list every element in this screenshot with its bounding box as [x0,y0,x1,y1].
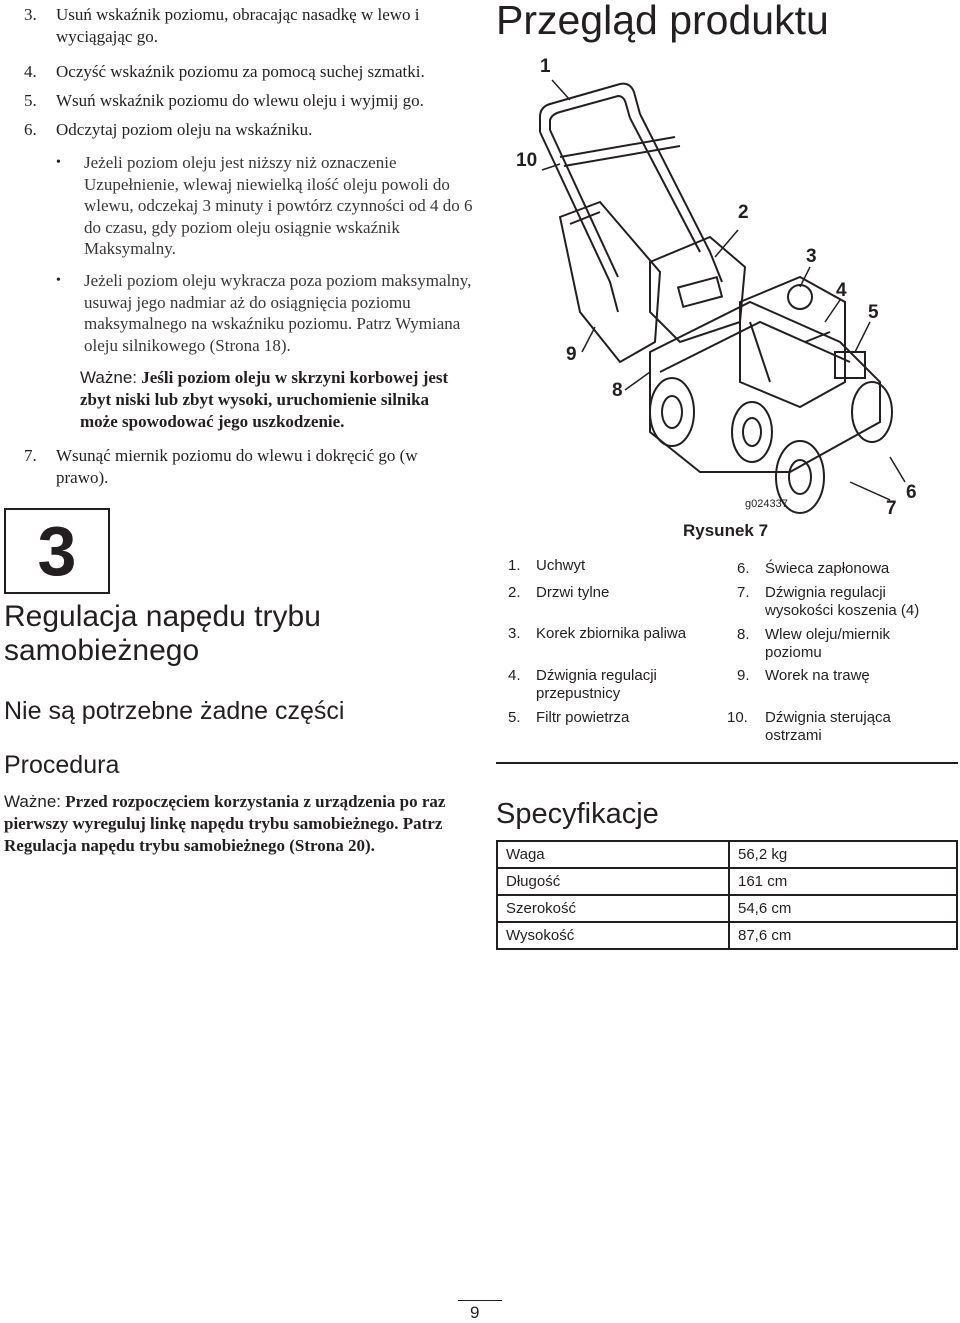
figure-caption: Rysunek 7 [683,521,769,540]
important-label: Ważne: [4,792,62,811]
legend-number: 4. [508,667,521,684]
legend-text: Dźwignia regulacji przepustnicy [536,667,657,702]
callout-5: 5 [868,302,879,323]
callout-2: 2 [738,202,749,223]
legend-number: 8. [737,626,750,643]
legend-number: 3. [508,625,521,642]
legend-number: 1. [508,557,521,574]
legend-text: Korek zbiornika paliwa [536,625,687,642]
page-title: Przegląd produktu [496,0,829,43]
callout-7: 7 [886,498,897,519]
table-row [497,922,957,949]
page-number: 9 [470,1303,480,1322]
step-text: Oczyść wskaźnik poziomu za pomocą suchej szmatki. [56,62,425,81]
legend-text: Uchwyt [536,557,586,574]
table-row [497,895,957,922]
spec-table [496,840,958,950]
important-note [80,367,470,433]
legend-number: 10. [727,709,748,726]
step-number: 6. [24,120,37,139]
callout-9: 9 [566,344,577,365]
spec-value: 54,6 cm [729,895,957,922]
bullet-icon: • [56,273,61,288]
legend-number: 7. [737,584,750,601]
bullet-text: Jeżeli poziom oleju jest niższy niż oznaczenie Uzupełnienie, wlewaj niewielką ilość oleju powoli do wlewu, odczekaj 3 minuty i powtórz czynności od 4 do 6 do czasu, gdy poziom oleju osiągnie wskaźnik Maksymalny. [84,153,473,258]
bullet-text: Jeżeli poziom oleju wykracza poza poziom maksymalny, usuwaj jego nadmiar aż do osiągnięcia poziomu maksymalnego na wskaźniku poziomu. Patrz Wymiana oleju silnikowego (Strona 18). [84,271,472,355]
callout-1: 1 [540,56,551,77]
section-title: Regulacja napędu trybu samobieżnego [4,600,321,667]
step-text: Odczytaj poziom oleju na wskaźniku. [56,120,313,139]
legend-text: Dźwignia sterująca ostrzami [765,709,891,744]
legend-text: Drzwi tylne [536,584,610,601]
page-number-rule [458,1300,502,1301]
spec-name: Szerokość [497,895,729,922]
spec-name: Długość [497,868,729,895]
legend-number: 5. [508,709,521,726]
spec-value: 56,2 kg [729,841,957,868]
section-number: 3 [37,512,77,590]
fuel-cap [788,285,812,309]
callout-10: 10 [516,150,538,171]
step-number: 3. [24,5,37,24]
wheel-front-left [732,402,772,462]
legend-number: 2. [508,584,521,601]
parts-heading: Nie są potrzebne żadne części [4,697,345,725]
important-text: Jeśli poziom oleju w skrzyni korbowej jest zbyt niski lub zbyt wysoki, uruchomienie silnika może spowodować jego uszkodzenie. [80,368,449,431]
wheel-rear-right [852,382,892,442]
spec-value: 87,6 cm [729,922,957,949]
table-row [497,841,957,868]
wheel-rear-left [650,378,694,446]
important-label: Ważne: [80,368,138,387]
figure-code: g024337 [745,498,788,510]
mower-diagram [500,52,940,552]
step-number: 7. [24,446,37,465]
legend-text: Dźwignia regulacji wysokości koszenia (4) [765,584,920,619]
important-text: Przed rozpoczęciem korzystania z urządzenia po raz pierwszy wyreguluj linkę napędu trybu samobieżnego. Patrz Regulacja napędu trybu samobieżnego (Strona 20). [4,792,446,855]
step-text: Wsuń wskaźnik poziomu do wlewu oleju i wyjmij go. [56,91,424,110]
step-number: 5. [24,91,37,110]
legend-text: Świeca zapłonowa [765,560,890,577]
spec-title: Specyfikacje [496,798,659,830]
legend-number: 6. [737,560,750,577]
handle-top [540,84,640,132]
callout-8: 8 [612,380,623,401]
legend-text: Wlew oleju/miernik poziomu [765,626,891,661]
divider [496,762,958,764]
spec-value: 161 cm [729,868,957,895]
table-row [497,868,957,895]
bullet-icon: • [56,155,61,170]
procedure-heading: Procedura [4,751,120,779]
step-text: Usuń wskaźnik poziomu, obracając nasadkę w lewo i wyciągając go. [56,5,420,46]
callout-3: 3 [806,246,817,267]
step-text: Wsunąć miernik poziomu do wlewu i dokręcić go (w prawo). [56,446,418,487]
section-number-box [4,508,110,594]
spec-name: Wysokość [497,922,729,949]
spec-name: Waga [497,841,729,868]
rear-door [650,237,745,342]
legend-text: Filtr powietrza [536,709,630,726]
step-number: 4. [24,62,37,81]
callout-6: 6 [906,482,917,503]
important-note-2 [4,791,459,857]
legend-number: 9. [737,667,750,684]
callout-4: 4 [836,280,847,301]
legend-text: Worek na trawę [765,667,870,684]
air-filter [835,352,865,378]
